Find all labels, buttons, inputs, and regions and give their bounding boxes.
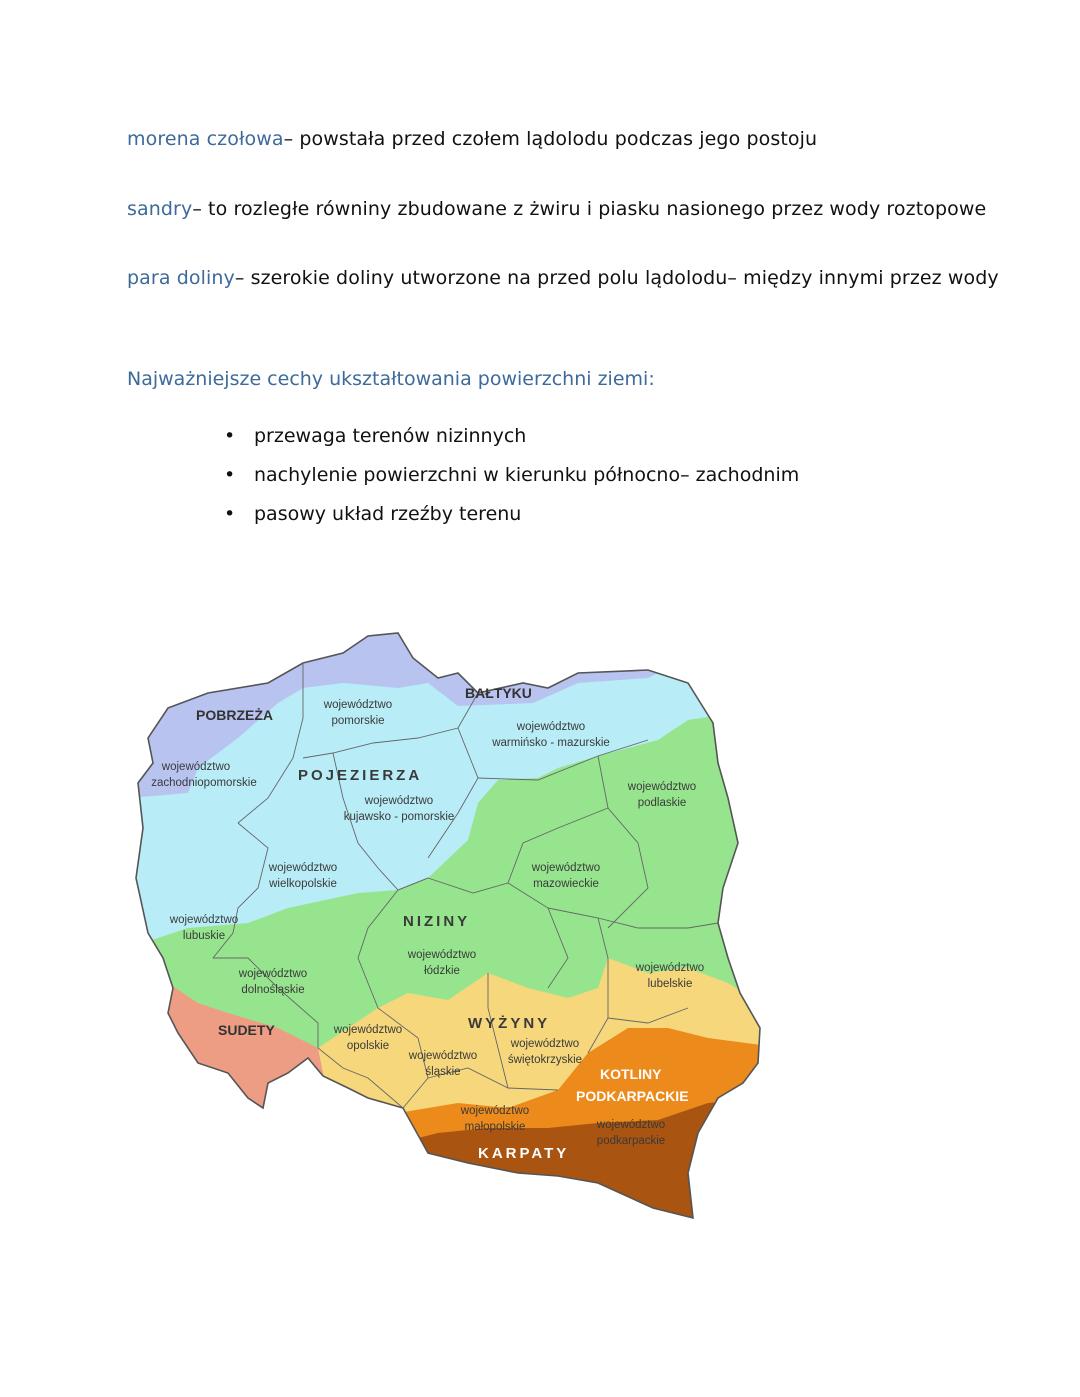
voivodeship-label: województwo kujawsko - pomorskie — [343, 795, 455, 823]
definition-text: – powstała przed czołem lądolodu podczas jego postoju — [283, 128, 818, 150]
zone-label-pojezierza: POJEZIERZA — [298, 767, 423, 784]
zone-label-wyzyny: WYŻYNY — [468, 1015, 551, 1032]
bullet-icon: • — [224, 464, 236, 486]
zone-label-pobrzeza: POBRZEŻA — [196, 707, 273, 723]
list-item-text: przewaga terenów nizinnych — [254, 425, 527, 447]
definition-term: morena czołowa — [127, 128, 284, 150]
voivodeship-label: województwo podkarpackie — [596, 1119, 666, 1147]
voivodeship-label: województwo opolskie — [333, 1024, 403, 1052]
definition-pradoliny — [127, 267, 999, 289]
feature-list — [222, 425, 799, 542]
voivodeship-label: województwo śląskie — [408, 1050, 478, 1078]
voivodeship-label: województwo pomorskie — [323, 699, 393, 727]
list-item — [222, 503, 799, 542]
zone-label-sudety: SUDETY — [218, 1022, 275, 1038]
voivodeship-label: województwo świętokrzyskie — [507, 1038, 583, 1066]
list-item-text: pasowy układ rzeźby terenu — [254, 503, 522, 525]
bullet-icon: • — [224, 503, 236, 525]
zone-label-niziny: NIZINY — [403, 913, 471, 930]
zone-label-karpaty: KARPATY — [478, 1145, 570, 1162]
list-item — [222, 464, 799, 503]
voivodeship-label: województwo lubuskie — [169, 914, 239, 942]
voivodeship-label: województwo zachodniopomorskie — [151, 761, 257, 789]
definition-text: – to rozległe równiny zbudowane z żwiru i piasku nasionego przez wody roztopowe — [192, 198, 987, 220]
definition-morena — [127, 128, 817, 150]
definition-sandry — [127, 198, 986, 220]
voivodeship-label: województwo małopolskie — [460, 1105, 530, 1133]
definition-term: para doliny — [127, 267, 235, 289]
voivodeship-label: województwo podlaskie — [627, 781, 697, 809]
voivodeship-label: województwo dolnośląskie — [238, 968, 308, 996]
voivodeship-label: województwo łódzkie — [407, 949, 477, 977]
poland-relief-map — [128, 628, 768, 1223]
section-heading: Najważniejsze cechy ukształtowania powierzchni ziemi: — [127, 368, 655, 390]
zone-label-baltyku: BAŁTYKU — [465, 685, 532, 701]
list-item — [222, 425, 799, 464]
bullet-icon: • — [224, 425, 236, 447]
definition-text: – szerokie doliny utworzone na przed polu lądolodu– między innymi przez wody — [234, 267, 999, 289]
voivodeship-label: województwo mazowieckie — [531, 862, 601, 890]
voivodeship-label: województwo lubelskie — [635, 962, 705, 990]
list-item-text: nachylenie powierzchni w kierunku północno– zachodnim — [254, 464, 800, 486]
voivodeship-label: województwo wielkopolskie — [268, 862, 338, 890]
zone-label-kotliny: KOTLINY — [600, 1066, 662, 1082]
zone-label-podkarpackie: PODKARPACKIE — [576, 1088, 689, 1104]
definition-term: sandry — [127, 198, 193, 220]
voivodeship-label: województwo warmińsko - mazurskie — [492, 721, 610, 749]
